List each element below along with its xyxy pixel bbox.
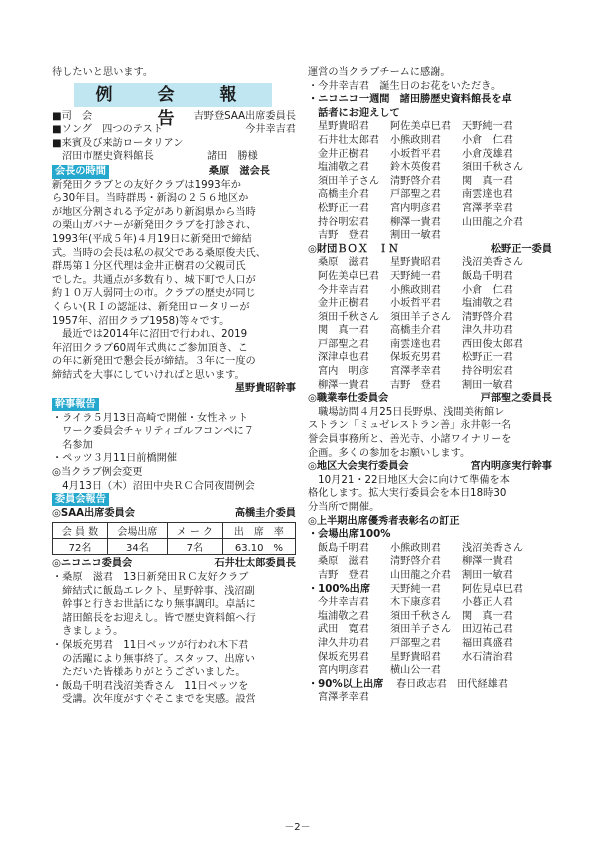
niko-item-line: 幹事と行きお世話になり無事調印。卓話に xyxy=(52,599,256,611)
full-names-grid xyxy=(308,542,552,583)
name-cell: 関 真一君 xyxy=(318,325,369,337)
name-cell: 柳澤一貴君 xyxy=(318,379,369,391)
president-text-line: 新発田クラブとの友好クラブは1993年か xyxy=(52,179,241,191)
name-cell: 横山公一君 xyxy=(390,665,441,677)
meeting-report-banner: 例 会 報 告 xyxy=(74,83,272,107)
name-cell: 塩浦敬之君 xyxy=(318,610,369,622)
name-cell: 金井正樹君 xyxy=(318,298,369,310)
name-cell: 山田龍之介君 xyxy=(390,569,452,581)
president-section-header xyxy=(52,165,296,179)
name-cell: 小坂哲平君 xyxy=(390,148,441,160)
name-cell: 浅沼美香さん xyxy=(462,257,524,269)
name-cell: 関 真一君 xyxy=(462,610,513,622)
program-label: ■来賓及び来訪ロータリアン xyxy=(52,137,184,149)
name-cell: 小熊政則君 xyxy=(390,542,441,554)
name-cell: 桑原 滋君 xyxy=(318,556,369,568)
niko-item-line: ただいた皆様ありがとうございました。 xyxy=(52,667,246,679)
program-label: ■ソング 四つのテスト xyxy=(52,124,163,136)
president-text-line: でした。共通点が多数有り、城下町で人口が xyxy=(52,274,256,286)
name-cell: 小倉 仁君 xyxy=(462,284,513,296)
table-header-cell: 会 員 数 xyxy=(53,523,108,539)
niko-header xyxy=(52,557,296,571)
ninety-last-name: 宮澤孝幸君 xyxy=(318,692,369,704)
niko-items xyxy=(52,571,296,707)
name-cell: 清野啓介君 xyxy=(390,556,441,568)
name-cell: 福田真盛君 xyxy=(462,637,513,649)
district-text xyxy=(308,474,552,515)
full-attendance-head: ・会場出席100% xyxy=(308,529,391,541)
weekly-head-line: ・ニコニコ一週間 諸田勝歴史資料館長を卓 xyxy=(308,94,512,106)
name-cell: 飯島千明君 xyxy=(318,542,369,554)
president-signature: 星野貴昭幹事 xyxy=(234,383,296,395)
continued-lines xyxy=(308,66,552,93)
committee-section-header xyxy=(52,493,296,507)
name-cell: 今井幸吉君 xyxy=(318,284,369,296)
service-text xyxy=(308,406,552,460)
secretary-item-line: 4月13日（木）沼田中央ＲＣ合同夜間例会 xyxy=(52,480,255,492)
name-cell: 飯島千明君 xyxy=(462,270,513,282)
program-label: 沼田市歴史資料館長 xyxy=(62,151,154,163)
district-text-line: 分当所で開催。 xyxy=(308,502,380,513)
name-cell: 保坂充男君 xyxy=(318,651,369,663)
name-cell: 戸部聖之君 xyxy=(390,637,441,649)
secretary-item-line: ・ペッツ３月11日前橋開催 xyxy=(52,453,178,465)
president-text-line: 約１０万人弱同士の市。クラブの歴史が同じ xyxy=(52,288,256,300)
hundred-row xyxy=(308,583,552,597)
name-cell: 小倉茂雄君 xyxy=(462,148,513,160)
name-cell: 宮内 明彦 xyxy=(318,366,369,378)
niko-item-line: きましょう。 xyxy=(52,626,124,638)
intro-text: 待したいと思います。 xyxy=(52,67,154,78)
service-header xyxy=(308,392,552,406)
name-cell: 阿佐美卓巳君 xyxy=(390,121,452,133)
name-cell: 阿佐美卓巳君 xyxy=(318,270,380,282)
name-cell: 高橋圭介君 xyxy=(318,189,369,201)
table-cell: 34名 xyxy=(108,539,168,555)
secretary-section-header xyxy=(52,398,296,412)
service-text-line: 職場訪問４月25日長野県、浅間美術館レ xyxy=(308,406,505,418)
president-text-line: の年に新発田で懇会長が締結。３年に一度の xyxy=(52,356,256,368)
section-tag-secretary: 幹事報告 xyxy=(52,398,99,411)
program-item xyxy=(52,137,296,151)
name-cell: 水石清治君 xyxy=(462,651,513,663)
name-cell: 浅沼美香さん xyxy=(462,542,524,554)
name-cell: 塩浦敬之君 xyxy=(462,298,513,310)
president-text xyxy=(52,179,296,383)
name-cell: 宮内明彦君 xyxy=(318,665,369,677)
box-names-grid xyxy=(308,256,552,392)
name-cell: 松野正一君 xyxy=(462,352,513,364)
name-cell: 割田一敏君 xyxy=(462,379,513,391)
page-number: －2－ xyxy=(284,822,311,833)
section-tag-president: 会長の時間 xyxy=(52,165,109,179)
program-value: 吉野登SAA出席委員長 xyxy=(193,110,296,122)
name-cell: 戸部聖之君 xyxy=(390,189,441,201)
president-text-line: 式。当時の会長は私の叔父である桑原俊夫氏、 xyxy=(52,247,266,259)
name-cell: 小倉 仁君 xyxy=(462,134,513,146)
weekly-names-grid xyxy=(308,120,552,242)
program-item xyxy=(52,150,296,164)
name-cell: 須田千秋さん xyxy=(462,162,524,174)
right-column xyxy=(308,66,552,705)
weekly-head-line: 話者にお迎えして xyxy=(308,107,400,119)
name-cell: 宮澤孝幸君 xyxy=(462,202,513,214)
president-text-line: 年沼田クラブ60周年式典にご参加頂き、こ xyxy=(52,342,248,354)
saa-header xyxy=(52,507,296,521)
box-person: 松野正一委員 xyxy=(490,243,552,255)
name-cell: 戸部聖之君 xyxy=(318,338,369,350)
name-cell: 木下康彦君 xyxy=(390,597,441,609)
saa-person: 高橋圭介委員 xyxy=(234,507,296,519)
niko-title: ◎ニコニコ委員会 xyxy=(52,558,133,570)
president-text-line: 1957年、沼田クラブ1958)等々です。 xyxy=(52,315,230,327)
name-cell: 南雲達也君 xyxy=(390,338,441,350)
niko-person: 石井壮太郎委員長 xyxy=(214,558,296,570)
name-cell: 須田羊子さん xyxy=(318,175,380,187)
name-cell: 石井壮太郎君 xyxy=(318,134,380,146)
service-person: 戸部聖之委員長 xyxy=(480,393,552,405)
secretary-item-line: ◎当クラブ例会変更 xyxy=(52,467,143,479)
attendance-table xyxy=(52,522,296,555)
ninety-row xyxy=(308,678,552,692)
hundred-names-grid xyxy=(308,596,552,678)
table-cell: 63.10 % xyxy=(222,539,295,555)
name-cell: 星野貴昭君 xyxy=(390,257,441,269)
name-cell: 田辺祐己君 xyxy=(462,624,513,636)
name-cell: 高橋圭介君 xyxy=(390,325,441,337)
section-tag-committee: 委員会報告 xyxy=(52,493,109,506)
table-header-cell: 会場出席 xyxy=(108,523,168,539)
name-cell: 宮内明彦君 xyxy=(390,202,441,214)
president-text-line: ら30年目。当時群馬・新潟の２５６地区か xyxy=(52,193,249,205)
niko-item-line: の活躍により無事終了。スタッフ、出席い xyxy=(52,653,255,665)
table-cell: 72名 xyxy=(53,539,108,555)
name-cell: 吉野 登君 xyxy=(318,569,369,581)
niko-item-line: 締結式に飯島エレクト、星野幹事、浅沼副 xyxy=(52,585,255,597)
president-text-line: の栗山ガバナーが新発田クラブを打診され、 xyxy=(52,220,257,232)
name-cell: 鈴木英俊君 xyxy=(390,162,441,174)
hundred-head: ・100%出席 xyxy=(308,583,371,595)
name-cell: 津久井功君 xyxy=(462,325,513,337)
secretary-item-line: ワーク委員会チャリティゴルフコンペに７ xyxy=(52,426,254,438)
president-text-line: 最近では2014年に沼田で行われ、2019 xyxy=(52,329,248,341)
president-name: 桑原 滋会長 xyxy=(208,165,270,177)
district-text-line: 10月21・22日地区大会に向けて準備を本 xyxy=(308,474,510,486)
name-cell xyxy=(462,664,542,678)
name-cell: 柳澤一貴君 xyxy=(462,556,513,568)
name-cell: 柳澤一貴君 xyxy=(390,216,441,228)
name-cell: 割田一敏君 xyxy=(462,569,513,581)
service-title: ◎職業奉仕委員会 xyxy=(308,393,389,405)
secretary-item-line: 名参加 xyxy=(52,439,93,451)
attendance-value-row xyxy=(53,539,296,555)
name-cell: 塩浦敬之君 xyxy=(318,162,369,174)
name-cell: 南雲達也君 xyxy=(462,189,513,201)
name-cell: 小暮正人君 xyxy=(462,597,513,609)
box-title: ◎財団ＢＯＸ ＩＮ xyxy=(308,243,399,255)
president-text-line: 締結式を大事にしていければと思います。 xyxy=(52,369,245,381)
name-cell: 持谷明宏君 xyxy=(462,366,513,378)
name-cell: 今井幸吉君 xyxy=(318,597,369,609)
name-cell: 山田龍之介君 xyxy=(462,216,524,228)
president-text-line: くらい(ＲＩの認証は、新発田ロータリーが xyxy=(52,301,250,313)
name-cell: 津久井功君 xyxy=(318,637,369,649)
name-cell: 深津卓也君 xyxy=(318,352,369,364)
secretary-item-line: ・ライラ５月13日高崎で開催・女性ネット xyxy=(52,412,249,424)
program-label: ■司 会 xyxy=(52,110,93,122)
name-cell: 小熊政則君 xyxy=(390,134,441,146)
attendance-header-row xyxy=(53,523,296,539)
award-header: ◎上半期出席優秀者表彰名の訂正 xyxy=(308,515,460,527)
service-text-line: ストラン「ミュゼレストラン善」永井彰一名 xyxy=(308,420,512,432)
ninety-names: 春日政志君 田代経雄君 xyxy=(396,678,509,690)
district-text-line: 格化します。拡大実行委員会を本日18時30 xyxy=(308,488,507,500)
name-cell: 須田千秋さん xyxy=(390,610,452,622)
name-cell: 小熊政則君 xyxy=(390,284,441,296)
president-text-line: 1993年(平成５年)４月19日に新発田で締結 xyxy=(52,233,252,245)
name-cell: 松野正一君 xyxy=(318,202,369,214)
niko-item-line: 受講。次年度がすぐそこまでを実感。設営 xyxy=(52,694,256,706)
name-cell: 関 真一君 xyxy=(462,175,513,187)
name-cell: 武田 寛君 xyxy=(318,624,369,636)
name-cell: 阿佐見卓巳君 xyxy=(462,583,524,595)
president-text-line: が地区分割される予定があり新潟県から当時 xyxy=(52,206,256,218)
name-cell: 桑原 滋君 xyxy=(318,257,369,269)
niko-item-line: ・保坂充男君 11日ペッツが行われ木下君 xyxy=(52,639,249,651)
president-text-line: 群馬第１分区代理は金井正樹君の父親司氏 xyxy=(52,261,246,273)
table-header-cell: 出 席 率 xyxy=(222,523,295,539)
name-cell: 清野啓介君 xyxy=(390,175,441,187)
continued-line: ・今井幸吉君 誕生日のお花をいただき。 xyxy=(308,80,502,92)
niko-item-line: ・飯島千明君浅沼美香さん 11日ペッツを xyxy=(52,680,249,692)
name-cell: 須田羊子さん xyxy=(390,311,452,323)
name-cell: 宮澤孝幸君 xyxy=(390,366,441,378)
name-cell: 清野啓介君 xyxy=(462,311,513,323)
niko-item-line: ・桑原 滋君 13日新発田ＲＣ友好クラブ xyxy=(52,572,249,583)
name-cell: 須田羊子さん xyxy=(390,624,452,636)
name-cell: 天野純一君 xyxy=(390,270,441,282)
box-header xyxy=(308,243,552,257)
name-cell: 吉野 登君 xyxy=(390,379,441,391)
name-cell: 星野貴昭君 xyxy=(318,121,369,133)
name-cell: 持谷明宏君 xyxy=(318,216,369,228)
name-cell: 吉野 登君 xyxy=(318,230,369,242)
district-title: ◎地区大会実行委員会 xyxy=(308,461,409,473)
name-cell: 須田千秋さん xyxy=(318,311,380,323)
service-text-line: 企画。多くの参加をお願いします。 xyxy=(308,447,471,459)
table-header-cell: メ ー ク xyxy=(167,523,222,539)
continued-line: 運営の当クラブチームに感謝。 xyxy=(308,67,451,78)
name-cell: 金井正樹君 xyxy=(318,148,369,160)
district-person: 宮内明彦実行幹事 xyxy=(470,461,552,473)
program-value: 諸田 勝様 xyxy=(206,151,258,163)
name-cell: 小坂哲平君 xyxy=(390,298,441,310)
secretary-items xyxy=(52,412,296,494)
name-cell xyxy=(462,229,542,243)
name-cell: 保坂充男君 xyxy=(390,352,441,364)
left-column xyxy=(52,66,296,707)
niko-item-line: 諸田館長をお迎えし。皆で歴史資料館へ行 xyxy=(52,612,256,624)
name-cell: 天野純一君 xyxy=(390,583,441,595)
district-header xyxy=(308,460,552,474)
table-cell: 7名 xyxy=(167,539,222,555)
service-text-line: 誉会員事務所と、善光寺、小諸ワイナリーを xyxy=(308,434,512,446)
name-cell: 天野純一君 xyxy=(462,121,513,133)
name-cell: 割田一敏君 xyxy=(390,230,441,242)
name-cell: 星野貴昭君 xyxy=(390,651,441,663)
ninety-head: ・90%以上出席 xyxy=(308,678,384,690)
program-value: 今井幸吉君 xyxy=(245,124,296,136)
saa-title: ◎SAA出席委員会 xyxy=(52,507,135,519)
name-cell: 西田俊太郎君 xyxy=(462,338,524,350)
weekly-head xyxy=(308,93,552,120)
